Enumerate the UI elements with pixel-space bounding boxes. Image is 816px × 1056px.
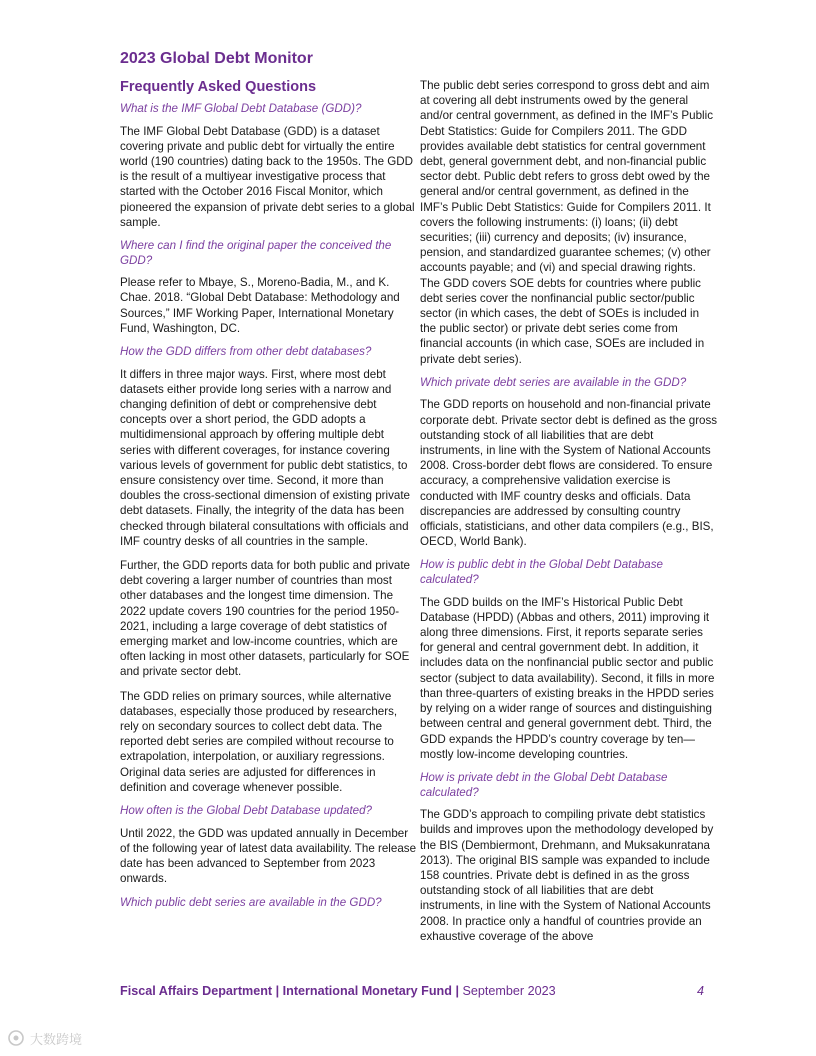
faq-question: Which public debt series are available in the GDD? xyxy=(120,895,382,909)
page-footer xyxy=(120,984,704,998)
left-column xyxy=(120,78,418,917)
right-column xyxy=(420,78,718,953)
faq-question: What is the IMF Global Debt Database (GDD)? xyxy=(120,102,362,115)
faq-question: Where can I find the original paper the conceived the GDD? xyxy=(120,239,392,267)
watermark-logo-icon xyxy=(6,1028,26,1048)
faq-paragraph: The GDD relies on primary sources, while alternative databases, especially those produced by researchers, rely on secondary sources to collect debt data. The reported debt series are compiled without recourse to extrapolation, interpolation, or auxiliary regressions. Original data series are adjusted for differences in definition and coverage whenever possible. xyxy=(120,689,398,794)
faq-paragraph: Until 2022, the GDD was updated annually in December of the following year of latest data availability. The release date has been advanced to September from 2023 onwards. xyxy=(120,826,417,886)
faq-paragraph: The IMF Global Debt Database (GDD) is a dataset covering private and public debt for virtually the entire world (190 countries) dating back to the 1950s. The GDD is the result of a multiyear investigative process that started with the October 2016 Fiscal Monitor, which pioneered the expansion of private debt series to a global sample. xyxy=(120,124,415,229)
faq-question: How often is the Global Debt Database updated? xyxy=(120,804,373,818)
watermark-text: 大数跨境 xyxy=(30,1031,83,1047)
faq-paragraph: It differs in three major ways. First, where most debt datasets either provide long series with a narrow and changing definition of debt or comprehensive debt concepts over a short period, the GDD adopts a multidimensional approach by offering multiple debt series with different coverages, for instance covering various levels of government for public debt statistics, to ensure consistency over time. Second, it more than doubles the cross-sectional dimension of existing private debt datasets. Finally, the integrity of the data has been checked through bilateral consultations with officials and IMF country desks of all countries in the sample. xyxy=(120,367,410,548)
page-number: 4 xyxy=(696,984,704,998)
faq-question: How is private debt in the Global Debt Database calculated? xyxy=(420,770,668,799)
faq-heading: Frequently Asked Questions xyxy=(120,79,317,95)
faq-question: How is public debt in the Global Debt Database calculated? xyxy=(420,558,663,587)
faq-paragraph: The public debt series correspond to gross debt and aim at covering all debt instruments owed by the general and/or central government, as defined in the IMF’s Public Debt Statistics: Guide for Compilers 2011. The GDD provides available debt statistics for central government debt, general government debt, and non-financial public sector debt. Public debt refers to gross debt owed by the general and/or central government, as defined in the IMF’s Public Debt Statistics: Guide for Compilers 2011. It covers the following instruments: (i) loans; (ii) debt securities; (iii) currency and deposits; (iv) insurance, pension, and standardized guarantee schemes; (v) other accounts payable; and (vi) and special drawing rights. The GDD covers SOE debts for countries where public debt series cover the nonfinancial public sector/public sector (in which cases, the debt of SOEs is included in the public sector) or private debt series come from financial accounts (in which case, SOEs are included in private debt series). xyxy=(420,79,714,366)
faq-paragraph: Further, the GDD reports data for both public and private debt covering a larger number of countries than most other databases and the longest time dimension. The 2022 update covers 190 countries for the period 1950-2021, including a large coverage of debt statistics of emerging market and low-income countries, which are often lacking in most other datasets, particularly for SOE and private sector debt. xyxy=(120,559,410,679)
footer-date: September 2023 xyxy=(458,984,556,998)
document-title: 2023 Global Debt Monitor xyxy=(120,50,313,67)
faq-paragraph: The GDD reports on household and non-financial private corporate debt. Private sector debt is defined as the gross outstanding stock of all liabilities that are debt instruments, in line with the System of National Accounts 2008. Cross-border debt flows are considered. To ensure accuracy, a comprehensive validation exercise is conducted with IMF country desks and officials. Data discrepancies are addressed by consulting country officials, statisticians, and other data compilers (e.g., BIS, OECD, World Bank). xyxy=(420,398,718,549)
faq-question: Which private debt series are available in the GDD? xyxy=(420,375,687,389)
footer-department: Fiscal Affairs Department | International Monetary Fund | xyxy=(120,984,459,998)
faq-paragraph: Please refer to Mbaye, S., Moreno-Badia, M., and K. Chae. 2018. “Global Debt Database: Methodology and Sources,” IMF Working Paper, International Monetary Fund, Washington, DC. xyxy=(120,276,400,335)
watermark xyxy=(6,1028,82,1048)
faq-question: How the GDD differs from other debt databases? xyxy=(120,345,372,359)
faq-paragraph: The GDD’s approach to compiling private debt statistics builds and improves upon the methodology developed by the BIS (Dembiermont, Drehmann, and Muksakunratana 2013). The original BIS sample was expanded to include 158 countries. Private debt is defined in as the gross outstanding stock of all liabilities that are debt instruments, in line with the System of National Accounts 2008. In practice only a handful of countries provide an exhaustive coverage of the above xyxy=(420,808,714,943)
faq-paragraph: The GDD builds on the IMF’s Historical Public Debt Database (HPDD) (Abbas and others, 2011) improving it along three dimensions. First, it reports separate series for general and central government debt. In addition, it includes data on the nonfinancial public sector and public sector (subject to data availability). Second, it fills in more than three-quarters of existing breaks in the HPDD series by relying on a wider range of sources and distinguishing between central and general government debt. Third, the GDD expands the HPDD’s country coverage by ten—mostly low-income developing countries. xyxy=(420,595,715,761)
